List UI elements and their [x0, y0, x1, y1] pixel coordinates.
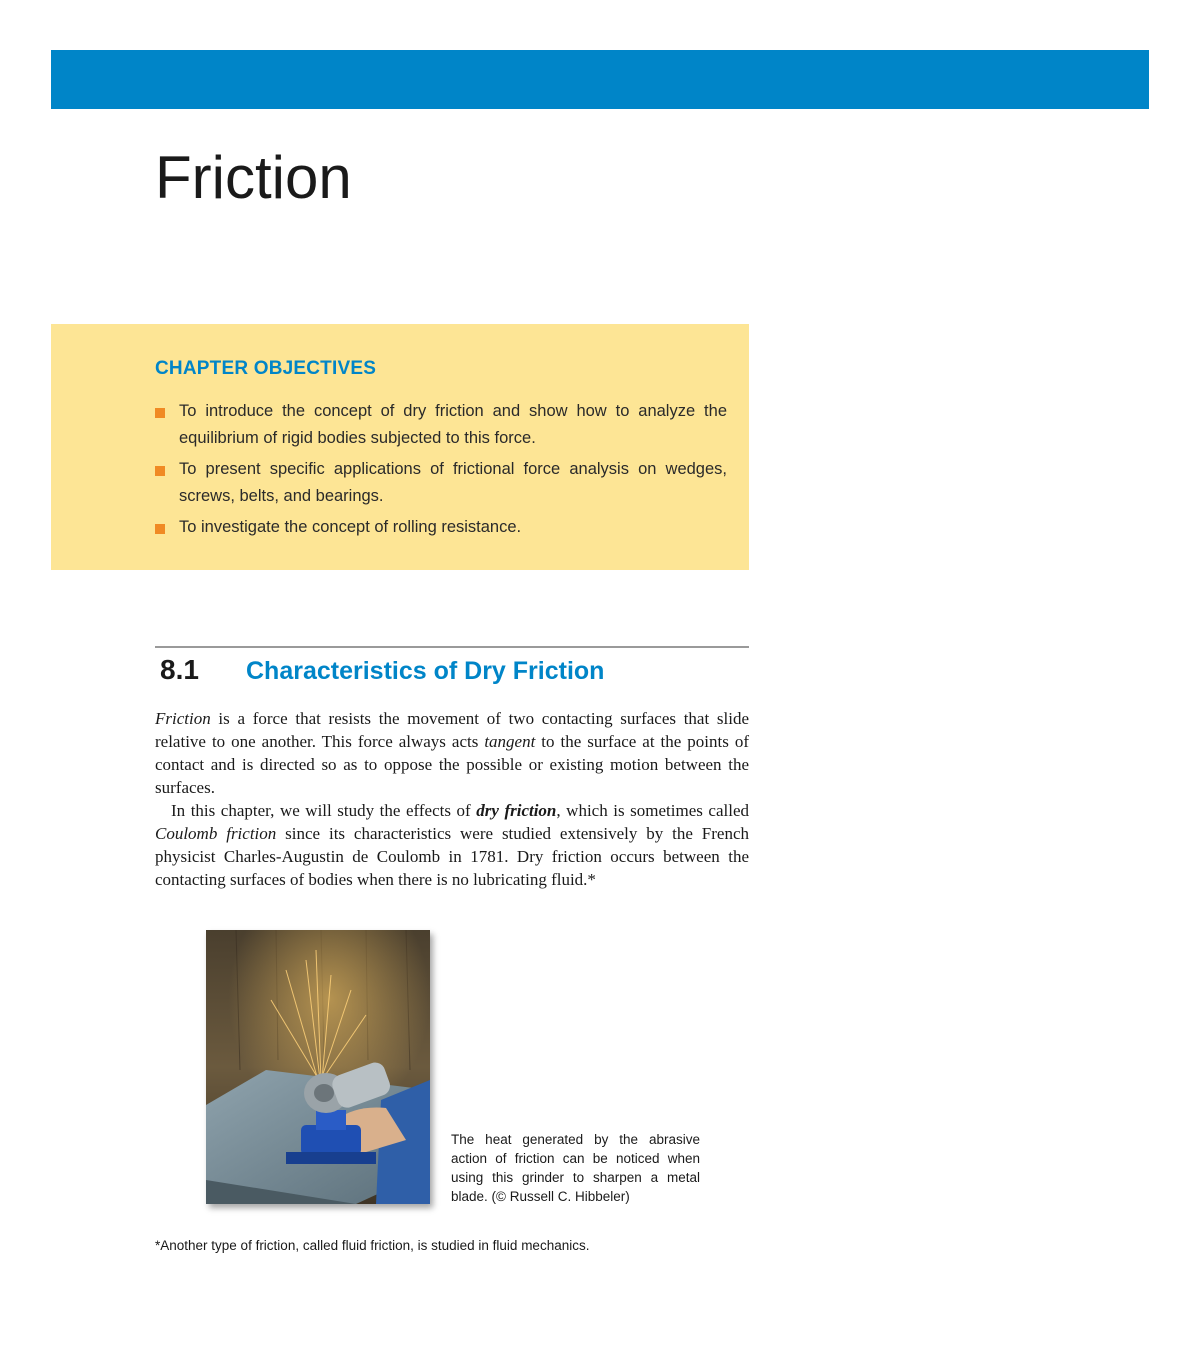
emphasis-tangent: tangent [484, 732, 536, 751]
objective-text: To investigate the concept of rolling resistance. [179, 518, 522, 536]
term-friction: Friction [155, 709, 211, 728]
emphasis-coulomb-friction: Coulomb friction [155, 824, 277, 843]
objective-item [155, 398, 727, 452]
footnote: *Another type of friction, called fluid friction, is studied in fluid mechanics. [155, 1238, 590, 1253]
term-dry-friction: dry friction [476, 801, 557, 820]
body-paragraph: Friction is a force that resists the movement of two contacting surfaces that slide relative to one another. This force always acts tangent to the surface at the points of contact and is directed so as to oppose the possible or existing motion between the surfaces. [155, 709, 750, 797]
section-divider [155, 646, 749, 648]
body-paragraph: In this chapter, we will study the effects of dry friction, which is sometimes called Coulomb friction since its characteristics were studied extensively by the French physicist Charles-Augustin de Coulomb in 1781. Dry friction occurs between the contacting surfaces of bodies when there is no lubricating fluid.* [155, 801, 749, 889]
square-bullet-icon [155, 408, 165, 418]
chapter-title: Friction [155, 144, 352, 211]
objective-text: To introduce the concept of dry friction and show how to analyze the equilibrium of rigid bodies subjected to this force. [179, 402, 727, 447]
section-body [155, 707, 749, 891]
section-number: 8.1 [160, 654, 199, 685]
square-bullet-icon [155, 524, 165, 534]
objective-item [155, 456, 727, 510]
objective-item [155, 514, 727, 541]
grinder-photo [206, 930, 430, 1204]
objective-text: To present specific applications of frictional force analysis on wedges, screws, belts, and bearings. [179, 460, 727, 505]
section-title: Characteristics of Dry Friction [246, 657, 605, 685]
objectives-list [155, 398, 727, 545]
figure-caption: The heat generated by the abrasive action of friction can be noticed when using this grinder to sharpen a metal blade. (© Russell C. Hibbeler) [451, 1132, 700, 1204]
chapter-header-bar [51, 50, 1149, 109]
chapter-objectives-box [51, 324, 749, 570]
square-bullet-icon [155, 466, 165, 476]
objectives-heading: CHAPTER OBJECTIVES [155, 358, 377, 379]
